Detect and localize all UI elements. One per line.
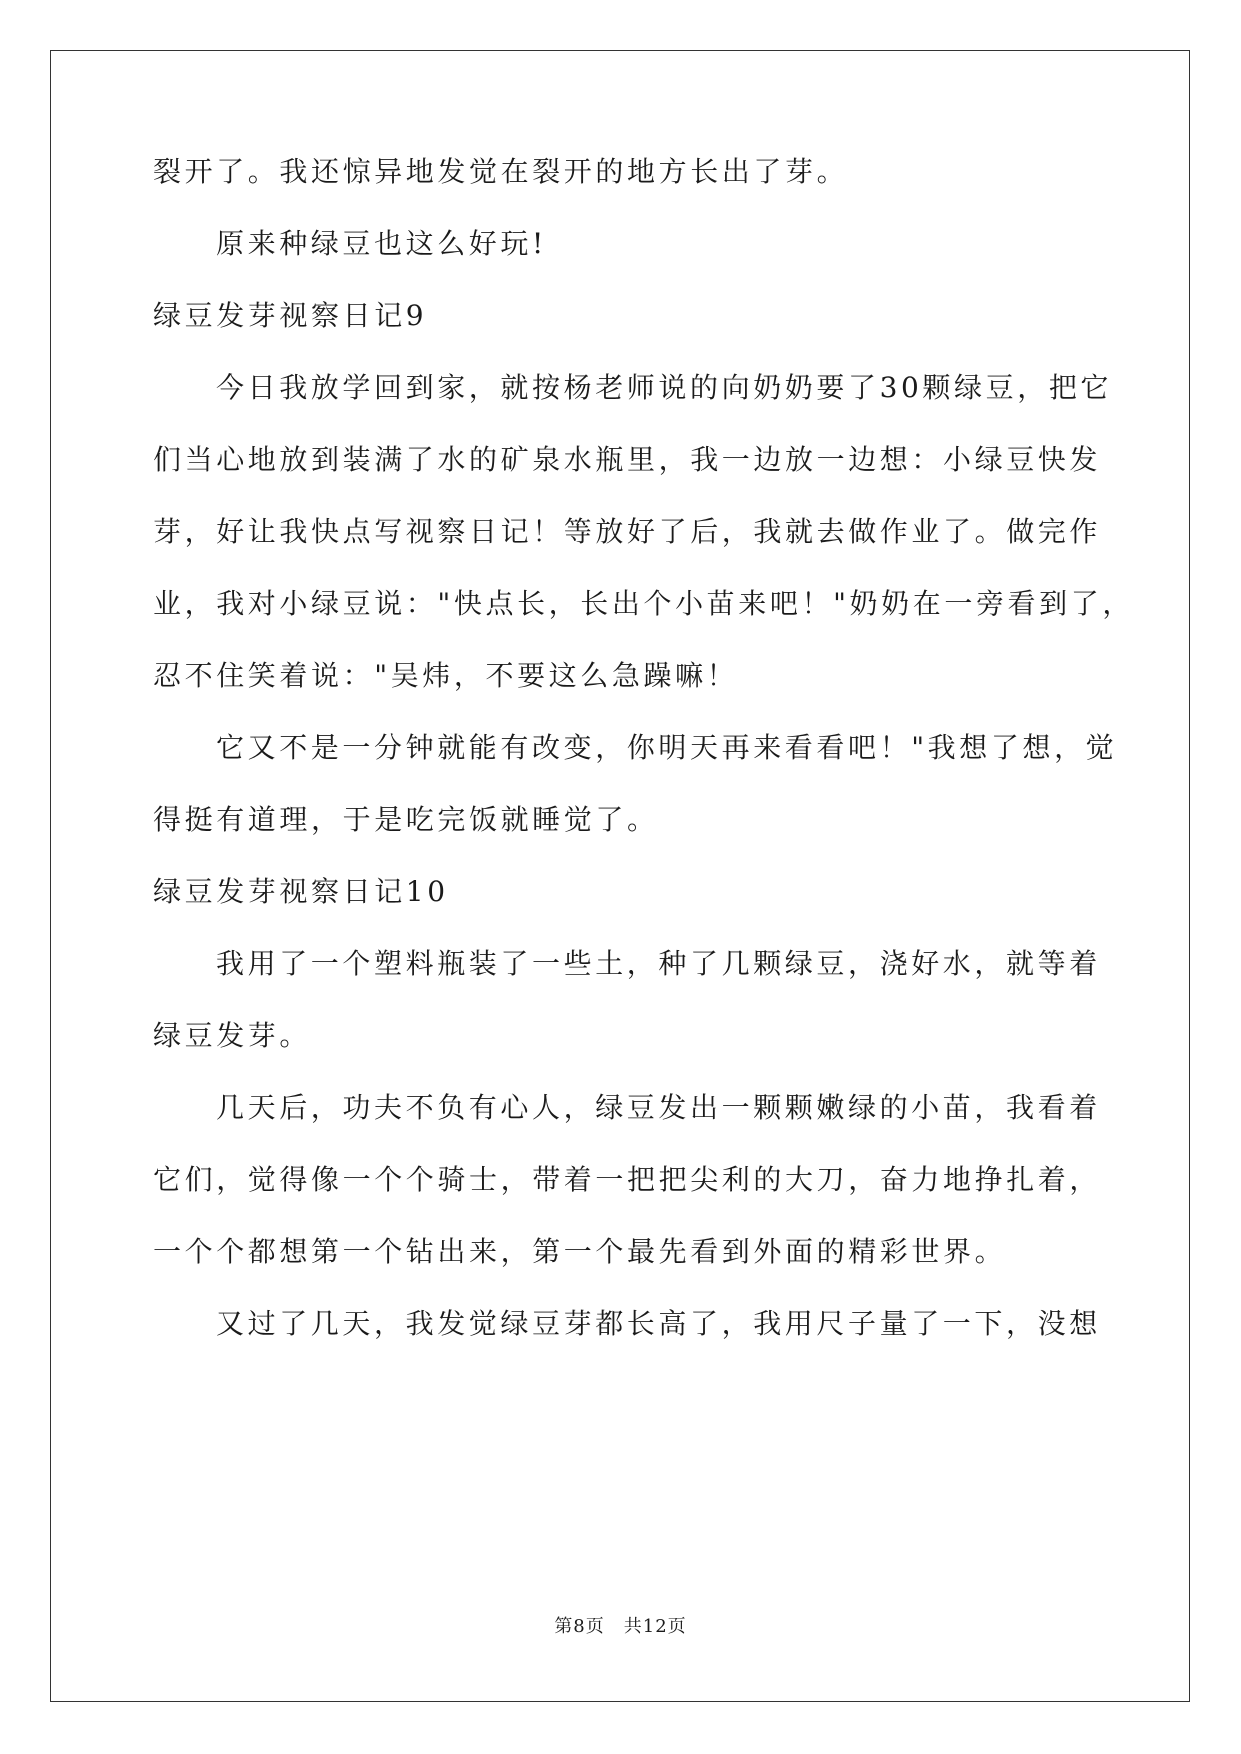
body-line: 它们，觉得像一个个骑士，带着一把把尖利的大刀，奋力地挣扎着， xyxy=(153,1163,1102,1196)
body-line: 几天后，功夫不负有心人，绿豆发出一颗颗嫩绿的小苗，我看着 xyxy=(216,1091,1101,1124)
page-number-footer: 第8页 共12页 xyxy=(554,1616,687,1637)
body-line: 今日我放学回到家，就按杨老师说的向奶奶要了30颗绿豆，把它 xyxy=(216,371,1113,404)
body-line: 裂开了。我还惊异地发觉在裂开的地方长出了芽。 xyxy=(153,155,849,188)
body-line: 原来种绿豆也这么好玩! xyxy=(216,227,547,260)
section-heading: 绿豆发芽视察日记10 xyxy=(153,875,449,908)
body-line: 忍不住笑着说："吴炜，不要这么急躁嘛！ xyxy=(153,659,739,692)
body-line: 业，我对小绿豆说："快点长，长出个小苗来吧！"奶奶在一旁看到了， xyxy=(153,587,1134,620)
body-line: 我用了一个塑料瓶装了一些土，种了几颗绿豆，浇好水，就等着 xyxy=(216,947,1101,980)
body-line: 们当心地放到装满了水的矿泉水瓶里，我一边放一边想：小绿豆快发 xyxy=(153,443,1102,476)
body-line: 一个个都想第一个钻出来，第一个最先看到外面的精彩世界。 xyxy=(153,1235,1007,1268)
body-line: 得挺有道理，于是吃完饭就睡觉了。 xyxy=(153,803,659,836)
body-line: 它又不是一分钟就能有改变，你明天再来看看吧！"我想了想，觉 xyxy=(216,731,1118,764)
body-line: 芽，好让我快点写视察日记！等放好了后，我就去做作业了。做完作 xyxy=(153,515,1102,548)
body-line: 绿豆发芽。 xyxy=(153,1019,312,1052)
section-heading: 绿豆发芽视察日记9 xyxy=(153,299,428,332)
body-line: 又过了几天，我发觉绿豆芽都长高了，我用尺子量了一下，没想 xyxy=(216,1307,1101,1340)
